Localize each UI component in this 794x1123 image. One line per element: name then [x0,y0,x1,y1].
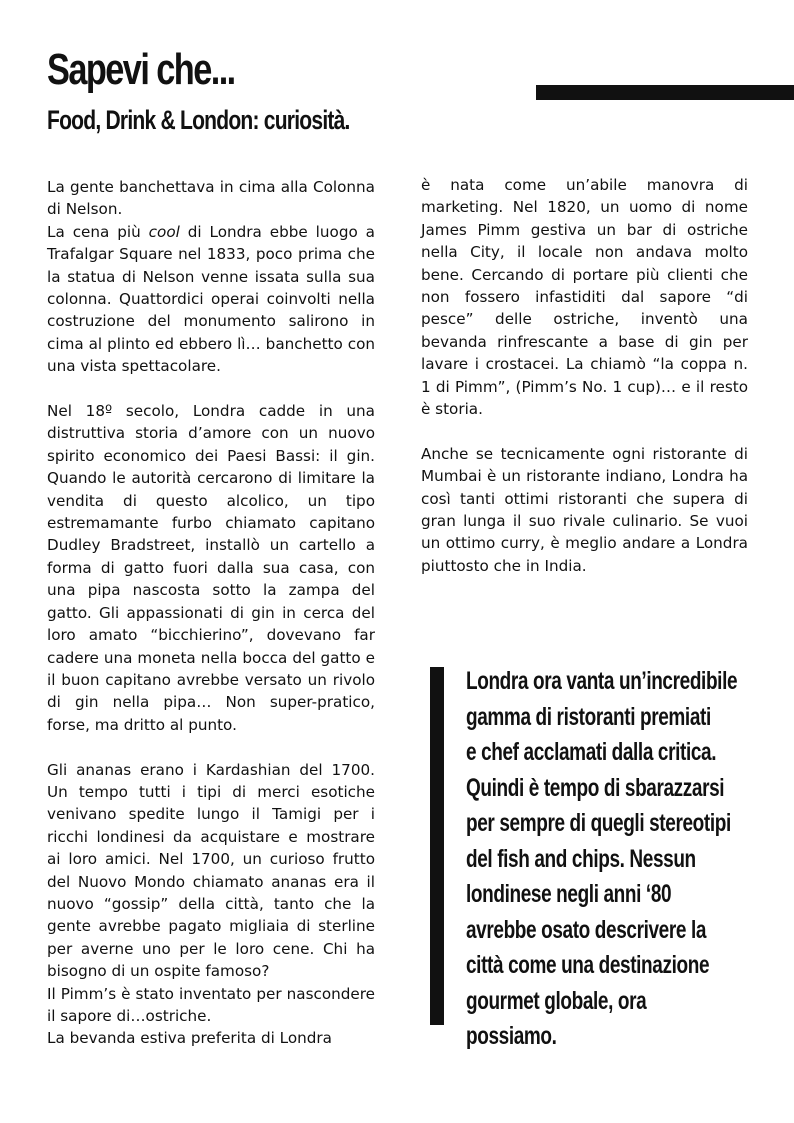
paragraph-nelson-start: La cena più [47,222,149,241]
pull-quote-line: gourmet globale, ora [466,986,647,1015]
pull-quote-line: e chef acclamati dalla critica. [466,738,717,766]
page-title: Sapevi che... [47,45,235,94]
pull-quote-line: del fish and chips. Nessun [466,844,696,873]
pull-quote-line: possiamo. [466,1022,557,1050]
pull-quote-line: Londra ora vanta un’incredibile [466,667,738,695]
paragraph-nelson-heading: La gente banchettava in cima alla Colonna di Nelson. [47,178,375,219]
pull-quote-rule [430,667,444,1025]
paragraph-gin: Nel 18º secolo, Londra cadde in una distruttiva storia d’amore con un nuovo spirito economico dei Paesi Bassi: il gin. Quando le autorità cercarono di limitare la vendita di questo alcolico, un tipo estremamante furbo chiamato capitano Dudley Bradstreet, installò un cartello a forma di gatto fuori dalla sua casa, con una pipa nascosta sotto la zampa del gatto. Gli appassionati di gin in cerca del loro amato “bicchierino”, dovevano far cadere una moneta nella bocca del gatto e il buon capitano avrebbe versato un rivolo di gin nella pipa… Non super-pratico, forse, ma dritto al punto. [47,402,375,734]
paragraph-pineapple: Gli ananas erano i Kardashian del 1700. Un tempo tutti i tipi di merci esotiche venivano spedite lungo il Tamigi per i ricchi londinesi da acquistare e mostrare ai loro amici. Nel 1700, un curioso frutto del Nuovo Mondo chiamato ananas era il nuovo “gossip” della città, tanto che la gente avrebbe pagato migliaia di sterline per averne uno per le loro cene. Chi ha bisogno di un ospite famoso? [47,760,375,981]
pull-quote-line: avrebbe osato descrivere la [466,915,707,944]
paragraph-pimms-heading: Il Pimm’s è stato inventato per nascondere il sapore di…ostriche. [47,984,375,1025]
paragraph-pimms-start: La bevanda estiva preferita di Londra [47,1029,332,1048]
paragraph-nelson-rest: di Londra ebbe luogo a Trafalgar Square nel 1833, poco prima che la statua di Nelson venne issata sulla sua colonna. Quattordici operai coinvolti nella costruzione del monumento salirono in cima al plinto ed ebbero lì… banchetto con una vista spettacolare. [47,222,375,376]
pull-quote [466,664,755,1055]
pull-quote-line: città come una destinazione [466,951,710,979]
emphasis-cool: cool [148,222,180,241]
left-text-column [47,176,375,1050]
pull-quote-line: gamma di ristoranti premiati [466,702,711,731]
paragraph-pimms-continued: è nata come un’abile manovra di marketing. Nel 1820, un uomo di nome James Pimm gestiva un bar di ostriche nella City, il locale non andava molto bene. Cercando di portare più clienti che non fossero infastiditi dal sapore “di pesce” delle ostriche, inventò una bevanda rinfrescante a base di gin per lavare i crostacei. La chiamò “la coppa n. 1 di Pimm”, (Pimm’s No. 1 cup)… e il resto è storia. [421,176,748,419]
decorative-header-bar [536,85,794,100]
pull-quote-line: Quindi è tempo di sbarazzarsi [466,773,725,802]
right-text-column [421,174,748,577]
page-subtitle: Food, Drink & London: curiosità. [47,105,350,135]
paragraph-mumbai: Anche se tecnicamente ogni ristorante di Mumbai è un ristorante indiano, Londra ha così tanti ottimi ristoranti che supera di gran lunga il suo rivale culinario. Se vuoi un ottimo curry, è meglio andare a Londra piuttosto che in India. [421,444,748,575]
paragraph-nelson [47,221,375,378]
pull-quote-line: per sempre di quegli stereotipi [466,809,731,837]
pull-quote-line: londinese negli anni ‘80 [466,880,672,908]
